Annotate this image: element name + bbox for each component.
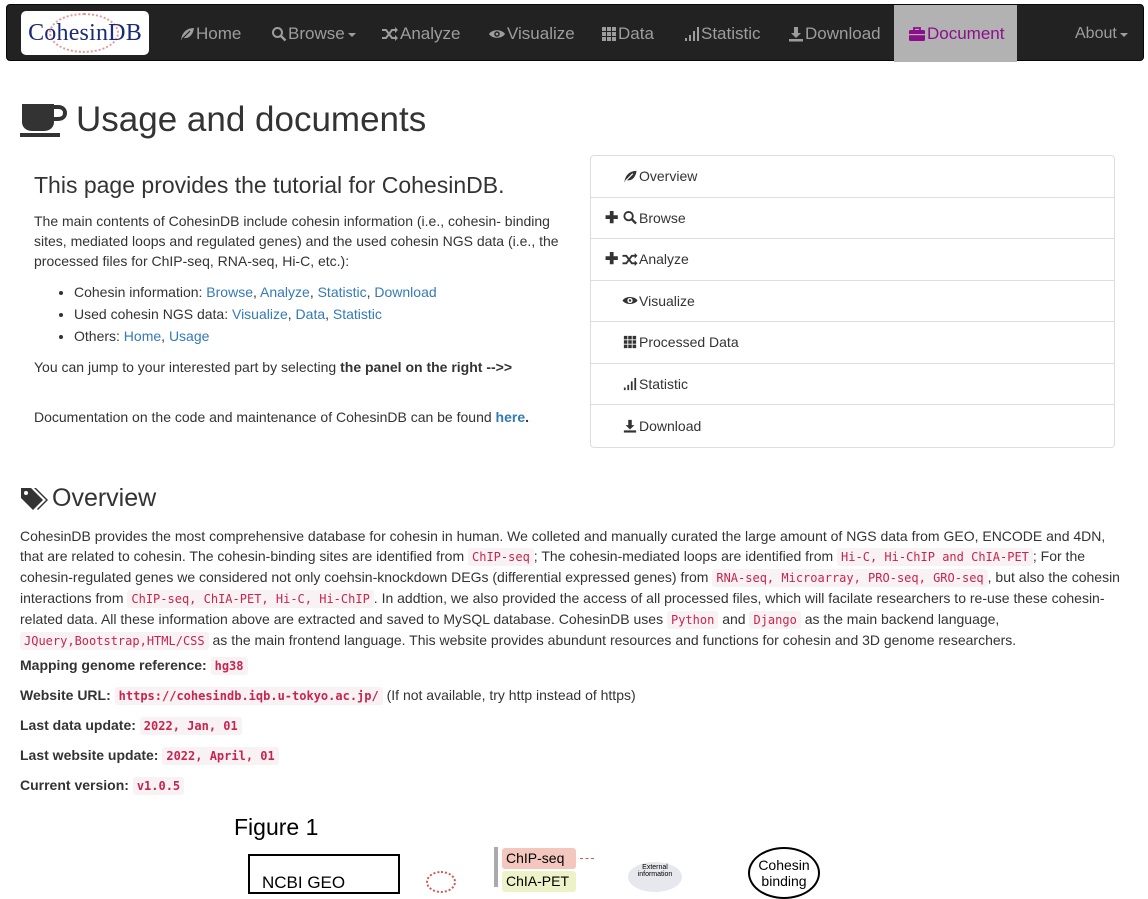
panel-item-processed-data[interactable] <box>591 322 1114 364</box>
nav-visualize[interactable] <box>488 5 575 62</box>
intro-section <box>34 172 564 427</box>
page-title-text: Usage and documents <box>76 100 427 139</box>
version-value: v1.0.5 <box>133 777 184 795</box>
code-frontend: JQuery,Bootstrap,HTML/CSS <box>20 632 209 650</box>
link-usage[interactable]: Usage <box>168 328 210 344</box>
nav-document-label: Document <box>927 23 1005 43</box>
chevron-down-icon <box>1120 33 1128 37</box>
code-interaction-methods: ChIP-seq, ChIA-PET, Hi-C, Hi-ChIP <box>127 590 373 608</box>
nav-home[interactable] <box>179 5 241 62</box>
current-version <box>20 777 184 793</box>
panel-item-browse[interactable] <box>591 198 1114 240</box>
link-statistic[interactable]: Statistic <box>332 306 382 322</box>
version-label: Current version: <box>20 777 129 793</box>
link-data[interactable]: Data <box>295 306 326 322</box>
figure-title: Figure 1 <box>234 814 319 840</box>
list-item-prefix: Cohesin information: <box>74 284 207 300</box>
overview-text: , but also the cohesin interactions from <box>20 569 1120 606</box>
overview-heading <box>20 484 156 513</box>
jump-text-strong: the panel on the right -->> <box>340 359 513 375</box>
url-label: Website URL: <box>20 687 111 703</box>
navbar <box>6 4 1144 61</box>
nav-about-label: About <box>1075 24 1117 42</box>
nav-statistic-label: Statistic <box>701 23 761 43</box>
panel-item-label: Browse <box>639 209 686 226</box>
data-update <box>20 717 242 733</box>
panel-item-label: Visualize <box>639 292 695 309</box>
link-visualize[interactable]: Visualize <box>231 306 288 322</box>
signal-icon <box>621 377 639 391</box>
overview-text: ; The cohesin-mediated loops are identified from <box>533 548 838 564</box>
panel-item-label: Download <box>639 417 702 434</box>
overview-text: and <box>718 611 750 627</box>
overview-title: Overview <box>52 484 157 512</box>
panel-item-statistic[interactable] <box>591 364 1114 406</box>
code-loop-methods: Hi-C, Hi-ChIP and ChIA-PET <box>837 548 1033 566</box>
search-icon <box>621 210 639 225</box>
briefcase-icon <box>908 26 926 42</box>
figure-1 <box>240 845 840 892</box>
ncbi-geo-box <box>248 854 400 894</box>
grid-icon <box>601 26 617 42</box>
panel-item-label: Statistic <box>639 375 689 392</box>
jump-text <box>34 357 564 377</box>
chevron-down-icon <box>348 33 356 37</box>
brand-name: CohesinDB <box>28 19 142 46</box>
nav-about[interactable] <box>1075 5 1128 62</box>
external-info-line2: information <box>637 871 673 878</box>
list-item-prefix: Used cohesin NGS data: <box>74 306 232 322</box>
site-update <box>20 747 279 763</box>
intro-heading: This page provides the tutorial for CohesinDB. <box>34 172 505 198</box>
plus-icon[interactable]: ✚ <box>605 209 619 227</box>
search-icon <box>271 26 287 42</box>
intro-list <box>74 281 564 347</box>
jump-text-body: You can jump to your interested part by selecting <box>34 359 341 375</box>
divider-bar <box>494 847 498 887</box>
list-item-prefix: Others: <box>74 328 124 344</box>
code-django: Django <box>749 611 800 629</box>
external-info-node <box>628 862 682 892</box>
genome-label: Mapping genome reference: <box>20 657 207 673</box>
chiapet-tag: ChIA-PET <box>502 871 576 892</box>
nav-browse[interactable] <box>271 5 356 62</box>
list-item: • Others: Home, Usage <box>74 325 564 347</box>
genome-reference <box>20 657 248 673</box>
overview-text: CohesinDB provides the most comprehensive database for cohesin in human. We colleted and manually curated the large amount of NGS data from GEO, ENCODE and 4DN, that are related to cohesin. The cohesin-binding sites are identified from <box>20 528 1106 564</box>
panel-item-visualize[interactable] <box>591 281 1114 323</box>
panel-item-label: Overview <box>639 168 698 185</box>
overview-text: ; For the cohesin-regulated genes we considered not only coehsin-knockdown DEGs (differential expressed genes) from <box>20 548 1086 585</box>
panel-item-download[interactable] <box>591 405 1114 447</box>
cohesin-ring-icon <box>426 871 456 893</box>
leaf-icon <box>621 169 639 184</box>
overview-text: as the main backend language, <box>800 611 1000 627</box>
doc-text <box>34 407 564 427</box>
nav-analyze[interactable] <box>381 5 460 62</box>
nav-visualize-label: Visualize <box>507 23 575 43</box>
doc-here-link[interactable]: here <box>495 409 526 425</box>
url-note: (If not available, try http instead of https) <box>386 687 636 703</box>
download-icon <box>621 419 639 433</box>
nav-home-label: Home <box>196 23 242 43</box>
grid-icon <box>621 335 639 349</box>
list-item: • Used cohesin NGS data: Visualize, Data, Statistic <box>74 303 564 325</box>
list-item: • Cohesin information: Browse, Analyze, Statistic, Download <box>74 281 564 303</box>
nav-statistic[interactable] <box>684 5 761 62</box>
page-title <box>20 100 426 140</box>
nav-download-label: Download <box>805 23 881 43</box>
link-home[interactable]: Home <box>123 328 162 344</box>
nav-data[interactable] <box>601 5 654 62</box>
doc-text-end: . <box>525 409 530 425</box>
cohesin-binding-line1: Cohesin <box>758 857 810 873</box>
brand-logo[interactable] <box>21 11 149 55</box>
leaf-icon <box>179 26 195 42</box>
intro-paragraph: The main contents of CohesinDB include cohesin information (i.e., cohesin- binding sites, mediated loops and regulated genes) and the used cohesin NGS data (i.e., the processed files for ChIP-seq, RNA-seq, Hi-C, etc.): <box>34 213 559 269</box>
tags-icon <box>20 487 50 511</box>
nav-browse-label: Browse <box>288 23 345 43</box>
link-download[interactable]: Download <box>374 284 437 300</box>
code-python: Python <box>667 611 718 629</box>
download-icon <box>788 26 804 42</box>
site-update-value: 2022, April, 01 <box>162 747 278 765</box>
signal-icon <box>684 26 700 42</box>
nav-data-label: Data <box>618 23 654 43</box>
overview-paragraph <box>20 526 1132 651</box>
ncbi-geo-label: NCBI GEO <box>262 873 346 892</box>
cohesin-binding-line2: binding <box>761 873 807 889</box>
cohesin-binding-node <box>748 847 820 899</box>
link-statistic[interactable]: Statistic <box>317 284 367 300</box>
plus-icon[interactable]: ✚ <box>605 251 619 269</box>
data-update-label: Last data update: <box>20 717 136 733</box>
overview-text: as the main frontend language. This website provides abundunt resources and functions for cohesin and 3D genome researchers. <box>208 632 1017 648</box>
link-browse[interactable]: Browse <box>206 284 253 300</box>
link-analyze[interactable]: Analyze <box>260 284 310 300</box>
shuffle-icon <box>621 252 639 267</box>
genome-value: hg38 <box>211 657 248 675</box>
site-update-label: Last website update: <box>20 747 159 763</box>
chipseq-tag: ChIP-seq <box>502 848 576 869</box>
external-info-line1: External <box>642 864 668 871</box>
panel-item-analyze[interactable] <box>591 239 1114 281</box>
nav-document[interactable] <box>894 5 1017 62</box>
eye-icon <box>621 293 639 308</box>
data-update-value: 2022, Jan, 01 <box>140 717 242 735</box>
overview-text: . In addtion, we also provided the access of all processed files, which will facilate researchers to re-use these cohesin-related data. All these information above are extracted and saved to MySQL database. CohesinDB uses <box>20 590 1105 627</box>
website-url <box>20 687 636 703</box>
panel-item-overview[interactable] <box>591 156 1114 198</box>
shuffle-icon <box>381 26 399 42</box>
code-chipseq: ChIP-seq <box>468 548 534 566</box>
panel-item-label: Analyze <box>639 251 689 268</box>
panel-item-label: Processed Data <box>639 334 739 351</box>
dashed-connector <box>580 858 594 859</box>
eye-icon <box>488 26 506 42</box>
nav-download[interactable] <box>788 5 881 62</box>
coffee-cup-icon <box>20 102 66 138</box>
nav-analyze-label: Analyze <box>400 23 461 43</box>
url-value: https://cohesindb.iqb.u-tokyo.ac.jp/ <box>115 687 383 705</box>
nav-panel <box>590 155 1115 448</box>
code-deg-methods: RNA-seq, Microarray, PRO-seq, GRO-seq <box>712 569 987 587</box>
doc-text-body: Documentation on the code and maintenance of CohesinDB can be found <box>34 409 496 425</box>
